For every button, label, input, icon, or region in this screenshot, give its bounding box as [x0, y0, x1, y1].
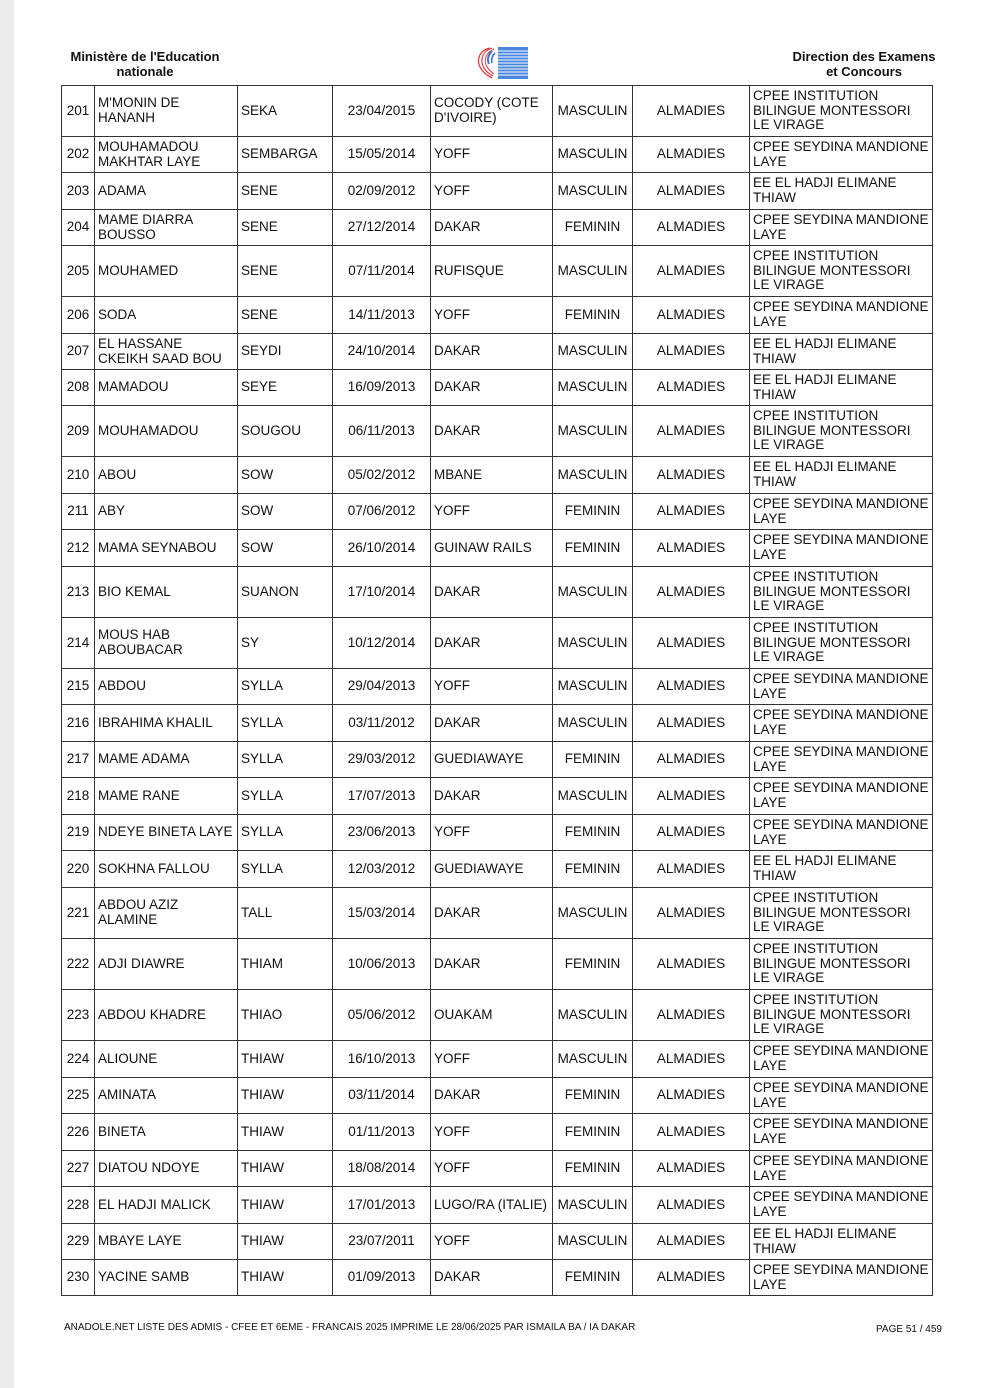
table-row [62, 1114, 933, 1151]
school-cell: CPEE SEYDINA MANDIONE LAYE [750, 1114, 933, 1151]
ief-cell: ALMADIES [633, 567, 750, 618]
ief-cell: ALMADIES [633, 669, 750, 705]
first-name-cell: MOUHAMADOU [95, 406, 238, 457]
birth-date-cell: 24/10/2014 [333, 334, 431, 370]
last-name-cell: SENE [238, 210, 333, 246]
table-row [62, 1151, 933, 1187]
last-name-cell: SEKA [238, 86, 333, 137]
birth-date-cell: 03/11/2014 [333, 1078, 431, 1114]
row-number-cell: 209 [62, 406, 95, 457]
birth-date-cell: 29/04/2013 [333, 669, 431, 705]
birth-date-cell: 17/07/2013 [333, 778, 431, 815]
first-name-cell: EL HASSANE CKEIKH SAAD BOU [95, 334, 238, 370]
ief-cell: ALMADIES [633, 457, 750, 494]
birth-date-cell: 10/06/2013 [333, 939, 431, 990]
sex-cell: FEMININ [553, 851, 633, 888]
sex-cell: MASCULIN [553, 457, 633, 494]
first-name-cell: MAMADOU [95, 370, 238, 406]
birth-place-cell: GUINAW RAILS [431, 530, 553, 567]
ief-cell: ALMADIES [633, 990, 750, 1041]
last-name-cell: SENE [238, 297, 333, 334]
birth-place-cell: YOFF [431, 494, 553, 530]
first-name-cell: BIO KEMAL [95, 567, 238, 618]
school-cell: CPEE SEYDINA MANDIONE LAYE [750, 297, 933, 334]
school-cell: CPEE SEYDINA MANDIONE LAYE [750, 669, 933, 705]
birth-date-cell: 12/03/2012 [333, 851, 431, 888]
sex-cell: FEMININ [553, 530, 633, 567]
first-name-cell: YACINE SAMB [95, 1260, 238, 1296]
last-name-cell: SEYE [238, 370, 333, 406]
row-number-cell: 203 [62, 173, 95, 210]
ministry-header [60, 49, 230, 79]
first-name-cell: SOKHNA FALLOU [95, 851, 238, 888]
last-name-cell: TALL [238, 888, 333, 939]
table-row [62, 669, 933, 705]
sex-cell: MASCULIN [553, 370, 633, 406]
ief-cell: ALMADIES [633, 210, 750, 246]
table-row [62, 1224, 933, 1260]
last-name-cell: SYLLA [238, 815, 333, 851]
sex-cell: MASCULIN [553, 173, 633, 210]
last-name-cell: SYLLA [238, 742, 333, 778]
table-row [62, 173, 933, 210]
row-number-cell: 211 [62, 494, 95, 530]
last-name-cell: THIAW [238, 1078, 333, 1114]
birth-date-cell: 07/06/2012 [333, 494, 431, 530]
first-name-cell: ABY [95, 494, 238, 530]
table-row [62, 1187, 933, 1224]
table-row [62, 888, 933, 939]
sex-cell: MASCULIN [553, 1041, 633, 1078]
birth-place-cell: YOFF [431, 669, 553, 705]
sex-cell: FEMININ [553, 742, 633, 778]
ief-cell: ALMADIES [633, 888, 750, 939]
row-number-cell: 227 [62, 1151, 95, 1187]
ief-cell: ALMADIES [633, 246, 750, 297]
first-name-cell: DIATOU NDOYE [95, 1151, 238, 1187]
table-row [62, 705, 933, 742]
ief-cell: ALMADIES [633, 1041, 750, 1078]
table-row [62, 618, 933, 669]
first-name-cell: ABOU [95, 457, 238, 494]
sex-cell: MASCULIN [553, 888, 633, 939]
school-cell: EE EL HADJI ELIMANE THIAW [750, 457, 933, 494]
first-name-cell: MOUHAMED [95, 246, 238, 297]
school-cell: CPEE SEYDINA MANDIONE LAYE [750, 494, 933, 530]
first-name-cell: SODA [95, 297, 238, 334]
sex-cell: MASCULIN [553, 567, 633, 618]
sex-cell: FEMININ [553, 1078, 633, 1114]
ief-cell: ALMADIES [633, 370, 750, 406]
school-cell: CPEE SEYDINA MANDIONE LAYE [750, 705, 933, 742]
birth-place-cell: DAKAR [431, 1078, 553, 1114]
last-name-cell: THIAW [238, 1260, 333, 1296]
last-name-cell: SEYDI [238, 334, 333, 370]
document-page [14, 0, 987, 1388]
row-number-cell: 228 [62, 1187, 95, 1224]
birth-place-cell: YOFF [431, 297, 553, 334]
table-body [62, 86, 933, 1296]
first-name-cell: MAME ADAMA [95, 742, 238, 778]
ministry-name-line2: nationale [116, 64, 174, 79]
sex-cell: MASCULIN [553, 669, 633, 705]
table-row [62, 815, 933, 851]
row-number-cell: 220 [62, 851, 95, 888]
sex-cell: FEMININ [553, 939, 633, 990]
birth-date-cell: 05/06/2012 [333, 990, 431, 1041]
birth-place-cell: DAKAR [431, 618, 553, 669]
last-name-cell: THIAW [238, 1224, 333, 1260]
school-cell: CPEE INSTITUTION BILINGUE MONTESSORI LE VIRAGE [750, 990, 933, 1041]
school-cell: CPEE SEYDINA MANDIONE LAYE [750, 1260, 933, 1296]
school-cell: CPEE INSTITUTION BILINGUE MONTESSORI LE VIRAGE [750, 246, 933, 297]
table-row [62, 457, 933, 494]
ief-cell: ALMADIES [633, 1078, 750, 1114]
table-row [62, 1078, 933, 1114]
birth-place-cell: DAKAR [431, 1260, 553, 1296]
birth-place-cell: YOFF [431, 1151, 553, 1187]
birth-date-cell: 03/11/2012 [333, 705, 431, 742]
first-name-cell: MOUS HAB ABOUBACAR [95, 618, 238, 669]
birth-place-cell: YOFF [431, 173, 553, 210]
school-cell: CPEE INSTITUTION BILINGUE MONTESSORI LE VIRAGE [750, 86, 933, 137]
birth-place-cell: DAKAR [431, 939, 553, 990]
ief-cell: ALMADIES [633, 173, 750, 210]
last-name-cell: SOW [238, 530, 333, 567]
row-number-cell: 221 [62, 888, 95, 939]
table-row [62, 1041, 933, 1078]
ief-cell: ALMADIES [633, 334, 750, 370]
birth-date-cell: 29/03/2012 [333, 742, 431, 778]
row-number-cell: 216 [62, 705, 95, 742]
row-number-cell: 205 [62, 246, 95, 297]
school-cell: CPEE INSTITUTION BILINGUE MONTESSORI LE VIRAGE [750, 939, 933, 990]
birth-date-cell: 15/03/2014 [333, 888, 431, 939]
ief-cell: ALMADIES [633, 778, 750, 815]
school-cell: EE EL HADJI ELIMANE THIAW [750, 334, 933, 370]
school-cell: CPEE SEYDINA MANDIONE LAYE [750, 210, 933, 246]
sex-cell: MASCULIN [553, 137, 633, 173]
birth-place-cell: DAKAR [431, 406, 553, 457]
row-number-cell: 219 [62, 815, 95, 851]
page-number: PAGE 51 / 459 [876, 1324, 942, 1335]
birth-place-cell: YOFF [431, 137, 553, 173]
row-number-cell: 226 [62, 1114, 95, 1151]
school-cell: CPEE SEYDINA MANDIONE LAYE [750, 1041, 933, 1078]
birth-place-cell: DAKAR [431, 888, 553, 939]
row-number-cell: 207 [62, 334, 95, 370]
birth-place-cell: YOFF [431, 1114, 553, 1151]
sex-cell: FEMININ [553, 297, 633, 334]
school-cell: CPEE INSTITUTION BILINGUE MONTESSORI LE VIRAGE [750, 618, 933, 669]
birth-place-cell: GUEDIAWAYE [431, 851, 553, 888]
first-name-cell: ABDOU AZIZ ALAMINE [95, 888, 238, 939]
direction-header [774, 49, 954, 79]
last-name-cell: THIAW [238, 1114, 333, 1151]
first-name-cell: AMINATA [95, 1078, 238, 1114]
school-cell: CPEE SEYDINA MANDIONE LAYE [750, 1078, 933, 1114]
birth-date-cell: 27/12/2014 [333, 210, 431, 246]
school-cell: EE EL HADJI ELIMANE THIAW [750, 370, 933, 406]
sex-cell: MASCULIN [553, 246, 633, 297]
school-cell: EE EL HADJI ELIMANE THIAW [750, 851, 933, 888]
last-name-cell: THIAO [238, 990, 333, 1041]
school-cell: CPEE SEYDINA MANDIONE LAYE [750, 742, 933, 778]
last-name-cell: THIAW [238, 1187, 333, 1224]
table-row [62, 137, 933, 173]
birth-place-cell: RUFISQUE [431, 246, 553, 297]
birth-place-cell: YOFF [431, 1224, 553, 1260]
birth-date-cell: 23/06/2013 [333, 815, 431, 851]
last-name-cell: SOW [238, 494, 333, 530]
admitted-students-table [61, 85, 933, 1296]
last-name-cell: SUANON [238, 567, 333, 618]
birth-place-cell: DAKAR [431, 334, 553, 370]
first-name-cell: ADAMA [95, 173, 238, 210]
table-row [62, 530, 933, 567]
ief-cell: ALMADIES [633, 705, 750, 742]
table-row [62, 851, 933, 888]
first-name-cell: MAME DIARRA BOUSSO [95, 210, 238, 246]
school-cell: CPEE INSTITUTION BILINGUE MONTESSORI LE VIRAGE [750, 567, 933, 618]
row-number-cell: 218 [62, 778, 95, 815]
sex-cell: MASCULIN [553, 334, 633, 370]
last-name-cell: SY [238, 618, 333, 669]
school-cell: CPEE SEYDINA MANDIONE LAYE [750, 530, 933, 567]
row-number-cell: 213 [62, 567, 95, 618]
school-cell: CPEE INSTITUTION BILINGUE MONTESSORI LE VIRAGE [750, 406, 933, 457]
sex-cell: FEMININ [553, 494, 633, 530]
sex-cell: FEMININ [553, 1260, 633, 1296]
row-number-cell: 202 [62, 137, 95, 173]
birth-date-cell: 07/11/2014 [333, 246, 431, 297]
direction-name-line1: Direction des Examens [792, 49, 936, 64]
ief-cell: ALMADIES [633, 939, 750, 990]
row-number-cell: 222 [62, 939, 95, 990]
birth-place-cell: GUEDIAWAYE [431, 742, 553, 778]
birth-date-cell: 01/09/2013 [333, 1260, 431, 1296]
first-name-cell: IBRAHIMA KHALIL [95, 705, 238, 742]
footer-print-info: ANADOLE.NET LISTE DES ADMIS - CFEE ET 6EME - FRANCAIS 2025 IMPRIME LE 28/06/2025 PAR ISMAILA BA / IA DAKAR [64, 1322, 636, 1333]
sex-cell: MASCULIN [553, 406, 633, 457]
birth-place-cell: YOFF [431, 1041, 553, 1078]
last-name-cell: THIAW [238, 1151, 333, 1187]
birth-date-cell: 06/11/2013 [333, 406, 431, 457]
table-row [62, 246, 933, 297]
birth-place-cell: COCODY (COTE D'IVOIRE) [431, 86, 553, 137]
birth-date-cell: 10/12/2014 [333, 618, 431, 669]
sex-cell: FEMININ [553, 815, 633, 851]
birth-date-cell: 23/07/2011 [333, 1224, 431, 1260]
row-number-cell: 208 [62, 370, 95, 406]
sex-cell: MASCULIN [553, 86, 633, 137]
last-name-cell: SYLLA [238, 778, 333, 815]
row-number-cell: 224 [62, 1041, 95, 1078]
row-number-cell: 217 [62, 742, 95, 778]
school-cell: CPEE SEYDINA MANDIONE LAYE [750, 1151, 933, 1187]
sex-cell: MASCULIN [553, 618, 633, 669]
row-number-cell: 223 [62, 990, 95, 1041]
table-row [62, 210, 933, 246]
ief-cell: ALMADIES [633, 297, 750, 334]
first-name-cell: ALIOUNE [95, 1041, 238, 1078]
table-row [62, 370, 933, 406]
school-cell: EE EL HADJI ELIMANE THIAW [750, 173, 933, 210]
school-cell: CPEE SEYDINA MANDIONE LAYE [750, 815, 933, 851]
school-cell: CPEE SEYDINA MANDIONE LAYE [750, 778, 933, 815]
last-name-cell: SEMBARGA [238, 137, 333, 173]
last-name-cell: SOW [238, 457, 333, 494]
birth-place-cell: DAKAR [431, 567, 553, 618]
first-name-cell: MAMA SEYNABOU [95, 530, 238, 567]
sex-cell: FEMININ [553, 1151, 633, 1187]
sex-cell: MASCULIN [553, 1224, 633, 1260]
first-name-cell: NDEYE BINETA LAYE [95, 815, 238, 851]
table-row [62, 939, 933, 990]
last-name-cell: SYLLA [238, 851, 333, 888]
birth-place-cell: DAKAR [431, 370, 553, 406]
first-name-cell: EL HADJI MALICK [95, 1187, 238, 1224]
table-row [62, 1260, 933, 1296]
table-row [62, 86, 933, 137]
ief-cell: ALMADIES [633, 406, 750, 457]
ministry-name-line1: Ministère de l'Education [70, 49, 220, 64]
birth-date-cell: 18/08/2014 [333, 1151, 431, 1187]
first-name-cell: ABDOU KHADRE [95, 990, 238, 1041]
birth-date-cell: 05/02/2012 [333, 457, 431, 494]
row-number-cell: 212 [62, 530, 95, 567]
first-name-cell: BINETA [95, 1114, 238, 1151]
ief-cell: ALMADIES [633, 494, 750, 530]
birth-date-cell: 26/10/2014 [333, 530, 431, 567]
school-cell: EE EL HADJI ELIMANE THIAW [750, 1224, 933, 1260]
birth-date-cell: 16/09/2013 [333, 370, 431, 406]
table-row [62, 406, 933, 457]
birth-date-cell: 17/01/2013 [333, 1187, 431, 1224]
last-name-cell: SYLLA [238, 705, 333, 742]
birth-place-cell: YOFF [431, 815, 553, 851]
ief-cell: ALMADIES [633, 851, 750, 888]
first-name-cell: MAME RANE [95, 778, 238, 815]
table-row [62, 297, 933, 334]
ief-cell: ALMADIES [633, 742, 750, 778]
school-cell: CPEE SEYDINA MANDIONE LAYE [750, 137, 933, 173]
ief-cell: ALMADIES [633, 1187, 750, 1224]
birth-date-cell: 01/11/2013 [333, 1114, 431, 1151]
first-name-cell: MOUHAMADOU MAKHTAR LAYE [95, 137, 238, 173]
sex-cell: MASCULIN [553, 1187, 633, 1224]
school-cell: CPEE INSTITUTION BILINGUE MONTESSORI LE VIRAGE [750, 888, 933, 939]
birth-place-cell: DAKAR [431, 778, 553, 815]
row-number-cell: 225 [62, 1078, 95, 1114]
first-name-cell: M'MONIN DE HANANH [95, 86, 238, 137]
row-number-cell: 214 [62, 618, 95, 669]
ministry-logo-icon [468, 45, 532, 81]
first-name-cell: ADJI DIAWRE [95, 939, 238, 990]
ief-cell: ALMADIES [633, 815, 750, 851]
first-name-cell: MBAYE LAYE [95, 1224, 238, 1260]
ief-cell: ALMADIES [633, 1224, 750, 1260]
last-name-cell: THIAW [238, 1041, 333, 1078]
birth-date-cell: 02/09/2012 [333, 173, 431, 210]
direction-name-line2: et Concours [826, 64, 902, 79]
row-number-cell: 215 [62, 669, 95, 705]
birth-date-cell: 16/10/2013 [333, 1041, 431, 1078]
ief-cell: ALMADIES [633, 1114, 750, 1151]
last-name-cell: SENE [238, 246, 333, 297]
table-row [62, 494, 933, 530]
table-row [62, 742, 933, 778]
row-number-cell: 201 [62, 86, 95, 137]
table-row [62, 990, 933, 1041]
birth-date-cell: 15/05/2014 [333, 137, 431, 173]
last-name-cell: THIAM [238, 939, 333, 990]
row-number-cell: 230 [62, 1260, 95, 1296]
birth-date-cell: 17/10/2014 [333, 567, 431, 618]
last-name-cell: SYLLA [238, 669, 333, 705]
sex-cell: MASCULIN [553, 705, 633, 742]
last-name-cell: SOUGOU [238, 406, 333, 457]
ief-cell: ALMADIES [633, 1260, 750, 1296]
row-number-cell: 229 [62, 1224, 95, 1260]
birth-date-cell: 14/11/2013 [333, 297, 431, 334]
birth-place-cell: MBANE [431, 457, 553, 494]
table-row [62, 778, 933, 815]
ief-cell: ALMADIES [633, 86, 750, 137]
sex-cell: MASCULIN [553, 990, 633, 1041]
birth-place-cell: LUGO/RA (ITALIE) [431, 1187, 553, 1224]
row-number-cell: 206 [62, 297, 95, 334]
sex-cell: MASCULIN [553, 778, 633, 815]
last-name-cell: SENE [238, 173, 333, 210]
birth-place-cell: DAKAR [431, 210, 553, 246]
table-row [62, 334, 933, 370]
ief-cell: ALMADIES [633, 530, 750, 567]
table-row [62, 567, 933, 618]
birth-date-cell: 23/04/2015 [333, 86, 431, 137]
ief-cell: ALMADIES [633, 1151, 750, 1187]
sex-cell: FEMININ [553, 1114, 633, 1151]
school-cell: CPEE SEYDINA MANDIONE LAYE [750, 1187, 933, 1224]
birth-place-cell: DAKAR [431, 705, 553, 742]
ief-cell: ALMADIES [633, 618, 750, 669]
row-number-cell: 210 [62, 457, 95, 494]
sex-cell: FEMININ [553, 210, 633, 246]
birth-place-cell: OUAKAM [431, 990, 553, 1041]
row-number-cell: 204 [62, 210, 95, 246]
first-name-cell: ABDOU [95, 669, 238, 705]
ief-cell: ALMADIES [633, 137, 750, 173]
